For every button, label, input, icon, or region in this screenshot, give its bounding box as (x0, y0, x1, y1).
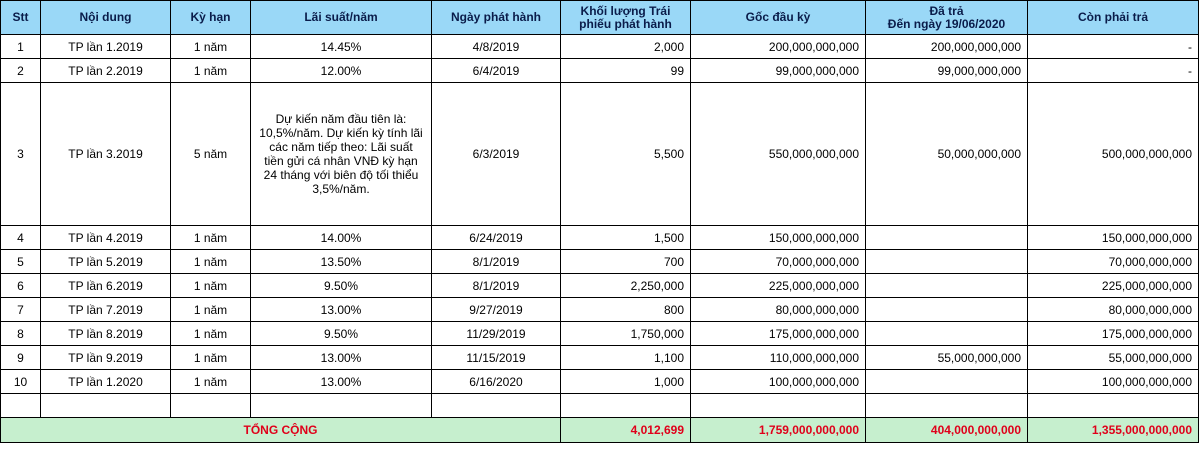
cell-lai-suat: 13.00% (251, 346, 432, 370)
cell-lai-suat: 14.00% (251, 226, 432, 250)
empty-cell (1, 394, 41, 418)
cell-da-tra (866, 274, 1028, 298)
cell-con-lai: 175,000,000,000 (1028, 322, 1199, 346)
table-row (1, 370, 1199, 394)
header-da-tra-line2: Đến ngày 19/06/2020 (887, 16, 1006, 31)
cell-noi-dung: TP lần 5.2019 (41, 250, 171, 274)
header-noi-dung: Nội dung (41, 1, 171, 35)
cell-ngay: 4/8/2019 (432, 35, 561, 59)
cell-goc: 175,000,000,000 (691, 322, 866, 346)
cell-stt: 7 (1, 298, 41, 322)
cell-khoi-luong: 2,000 (561, 35, 691, 59)
cell-stt: 3 (1, 83, 41, 226)
cell-stt: 4 (1, 226, 41, 250)
table-row (1, 298, 1199, 322)
cell-stt: 5 (1, 250, 41, 274)
cell-ngay: 6/24/2019 (432, 226, 561, 250)
cell-noi-dung: TP lần 8.2019 (41, 322, 171, 346)
empty-cell (41, 394, 171, 418)
cell-khoi-luong: 700 (561, 250, 691, 274)
cell-da-tra (866, 226, 1028, 250)
cell-stt: 1 (1, 35, 41, 59)
cell-con-lai: 225,000,000,000 (1028, 274, 1199, 298)
cell-lai-suat: 14.45% (251, 35, 432, 59)
header-lai-suat: Lãi suất/năm (251, 1, 432, 35)
cell-goc: 550,000,000,000 (691, 83, 866, 226)
cell-da-tra: 50,000,000,000 (866, 83, 1028, 226)
empty-cell (171, 394, 251, 418)
cell-ky-han: 1 năm (171, 346, 251, 370)
cell-ngay: 6/3/2019 (432, 83, 561, 226)
cell-ky-han: 1 năm (171, 274, 251, 298)
cell-con-lai: 80,000,000,000 (1028, 298, 1199, 322)
cell-goc: 70,000,000,000 (691, 250, 866, 274)
cell-noi-dung: TP lần 4.2019 (41, 226, 171, 250)
cell-khoi-luong: 1,000 (561, 370, 691, 394)
header-ky-han: Kỳ hạn (171, 1, 251, 35)
cell-khoi-luong: 2,250,000 (561, 274, 691, 298)
cell-stt: 10 (1, 370, 41, 394)
cell-ngay: 8/1/2019 (432, 250, 561, 274)
header-khoi-luong: Khối lượng Trái phiếu phát hành (561, 1, 691, 35)
cell-ky-han: 1 năm (171, 298, 251, 322)
cell-stt: 2 (1, 59, 41, 83)
header-goc-dau-ky: Gốc đầu kỳ (691, 1, 866, 35)
cell-con-lai: - (1028, 35, 1199, 59)
cell-goc: 100,000,000,000 (691, 370, 866, 394)
cell-ky-han: 5 năm (171, 83, 251, 226)
cell-noi-dung: TP lần 9.2019 (41, 346, 171, 370)
cell-goc: 80,000,000,000 (691, 298, 866, 322)
cell-khoi-luong: 5,500 (561, 83, 691, 226)
cell-ky-han: 1 năm (171, 250, 251, 274)
cell-noi-dung: TP lần 1.2019 (41, 35, 171, 59)
cell-ngay: 9/27/2019 (432, 298, 561, 322)
header-ngay-phat-hanh: Ngày phát hành (432, 1, 561, 35)
total-goc: 1,759,000,000,000 (691, 418, 866, 443)
cell-stt: 8 (1, 322, 41, 346)
cell-ky-han: 1 năm (171, 59, 251, 83)
empty-cell (561, 394, 691, 418)
header-da-tra (866, 1, 1028, 35)
table-row (1, 250, 1199, 274)
cell-lai-suat: 9.50% (251, 322, 432, 346)
cell-ngay: 11/15/2019 (432, 346, 561, 370)
cell-da-tra (866, 298, 1028, 322)
cell-goc: 110,000,000,000 (691, 346, 866, 370)
cell-khoi-luong: 1,750,000 (561, 322, 691, 346)
table-row (1, 274, 1199, 298)
cell-da-tra (866, 250, 1028, 274)
empty-cell (251, 394, 432, 418)
cell-lai-suat: 12.00% (251, 59, 432, 83)
cell-da-tra: 55,000,000,000 (866, 346, 1028, 370)
cell-da-tra: 200,000,000,000 (866, 35, 1028, 59)
cell-con-lai: 150,000,000,000 (1028, 226, 1199, 250)
table-row (1, 35, 1199, 59)
cell-khoi-luong: 1,100 (561, 346, 691, 370)
cell-con-lai: - (1028, 59, 1199, 83)
table-row (1, 226, 1199, 250)
cell-noi-dung: TP lần 7.2019 (41, 298, 171, 322)
cell-ngay: 6/16/2020 (432, 370, 561, 394)
table-row (1, 59, 1199, 83)
cell-lai-suat: 9.50% (251, 274, 432, 298)
total-da-tra: 404,000,000,000 (866, 418, 1028, 443)
cell-da-tra (866, 322, 1028, 346)
cell-ky-han: 1 năm (171, 322, 251, 346)
cell-con-lai: 500,000,000,000 (1028, 83, 1199, 226)
empty-cell (432, 394, 561, 418)
cell-con-lai: 55,000,000,000 (1028, 346, 1199, 370)
cell-noi-dung: TP lần 3.2019 (41, 83, 171, 226)
total-khoi-luong: 4,012,699 (561, 418, 691, 443)
cell-noi-dung: TP lần 6.2019 (41, 274, 171, 298)
cell-da-tra (866, 370, 1028, 394)
cell-ky-han: 1 năm (171, 370, 251, 394)
cell-ngay: 6/4/2019 (432, 59, 561, 83)
cell-khoi-luong: 800 (561, 298, 691, 322)
header-con-phai-tra: Còn phải trả (1028, 1, 1199, 35)
total-row (1, 418, 1199, 443)
cell-goc: 200,000,000,000 (691, 35, 866, 59)
cell-con-lai: 70,000,000,000 (1028, 250, 1199, 274)
cell-ky-han: 1 năm (171, 35, 251, 59)
cell-ngay: 11/29/2019 (432, 322, 561, 346)
cell-noi-dung: TP lần 1.2020 (41, 370, 171, 394)
table-row (1, 83, 1199, 226)
cell-stt: 9 (1, 346, 41, 370)
cell-ky-han: 1 năm (171, 226, 251, 250)
cell-goc: 99,000,000,000 (691, 59, 866, 83)
cell-goc: 225,000,000,000 (691, 274, 866, 298)
cell-noi-dung: TP lần 2.2019 (41, 59, 171, 83)
cell-khoi-luong: 99 (561, 59, 691, 83)
empty-cell (1028, 394, 1199, 418)
header-row (1, 1, 1199, 35)
total-con-lai: 1,355,000,000,000 (1028, 418, 1199, 443)
cell-lai-suat: 13.00% (251, 370, 432, 394)
table-row (1, 346, 1199, 370)
empty-cell (691, 394, 866, 418)
table-row (1, 322, 1199, 346)
header-da-tra-line1: Đã trả (929, 3, 964, 18)
empty-cell (866, 394, 1028, 418)
cell-lai-suat: 13.00% (251, 298, 432, 322)
cell-lai-suat: 13.50% (251, 250, 432, 274)
cell-lai-suat: Dự kiến năm đầu tiên là: 10,5%/năm. Dự kiến kỳ tính lãi các năm tiếp theo: Lãi suất tiền gửi cá nhân VNĐ kỳ hạn 24 tháng với biên độ tối thiểu 3,5%/năm. (251, 83, 432, 226)
total-label: TỔNG CỘNG (1, 418, 561, 443)
empty-row (1, 394, 1199, 418)
cell-goc: 150,000,000,000 (691, 226, 866, 250)
cell-khoi-luong: 1,500 (561, 226, 691, 250)
cell-stt: 6 (1, 274, 41, 298)
cell-da-tra: 99,000,000,000 (866, 59, 1028, 83)
header-stt: Stt (1, 1, 41, 35)
cell-con-lai: 100,000,000,000 (1028, 370, 1199, 394)
cell-ngay: 8/1/2019 (432, 274, 561, 298)
